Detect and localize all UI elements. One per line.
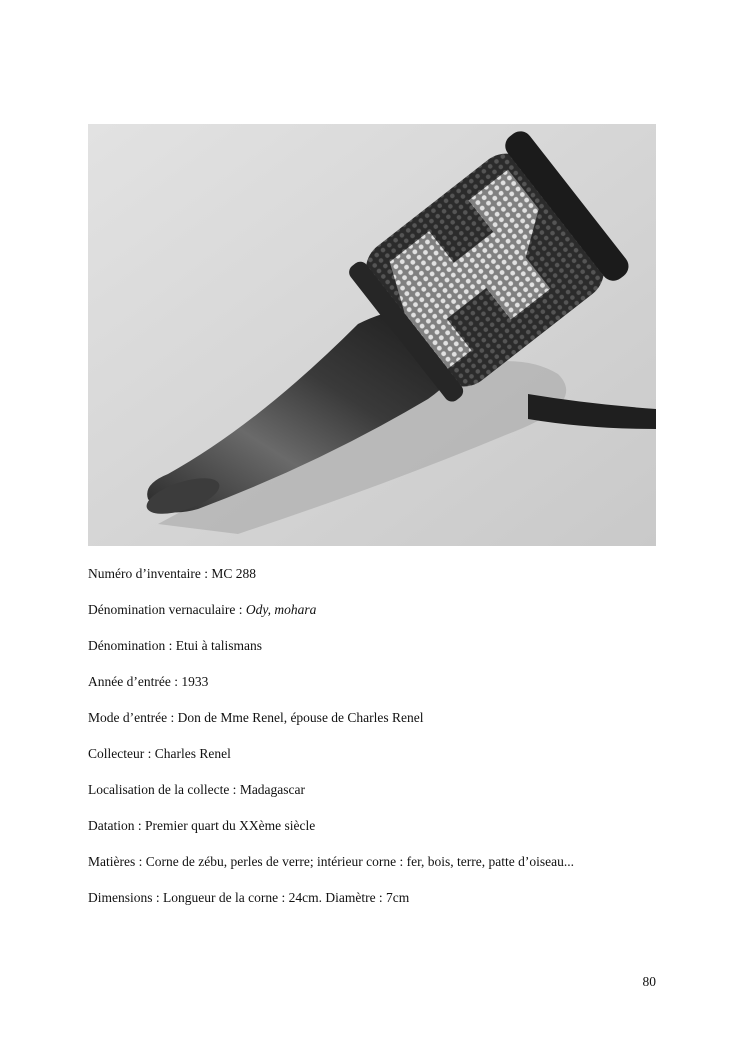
field-collector: Collecteur : Charles Renel xyxy=(88,746,231,761)
page-number: 80 xyxy=(642,974,656,989)
field-materials: Matières : Corne de zébu, perles de verre; intérieur corne : fer, bois, terre, patte d’oiseau... xyxy=(88,854,575,869)
field-denomination: Dénomination : Etui à talismans xyxy=(88,638,262,653)
horn-talisman-image xyxy=(88,124,656,546)
field-dating: Datation : Premier quart du XXème siècle xyxy=(88,818,316,833)
field-collection-location: Localisation de la collecte : Madagascar xyxy=(88,782,306,797)
field-inventory-number: Numéro d’inventaire : MC 288 xyxy=(88,566,256,581)
field-entry-year: Année d’entrée : 1933 xyxy=(88,674,209,689)
inventory-record xyxy=(88,565,668,925)
field-vernacular-name: Dénomination vernaculaire : Ody, mohara xyxy=(88,602,317,617)
field-dimensions: Dimensions : Longueur de la corne : 24cm. Diamètre : 7cm xyxy=(88,890,410,905)
field-entry-mode: Mode d’entrée : Don de Mme Renel, épouse de Charles Renel xyxy=(88,710,424,725)
object-photo xyxy=(88,124,656,546)
